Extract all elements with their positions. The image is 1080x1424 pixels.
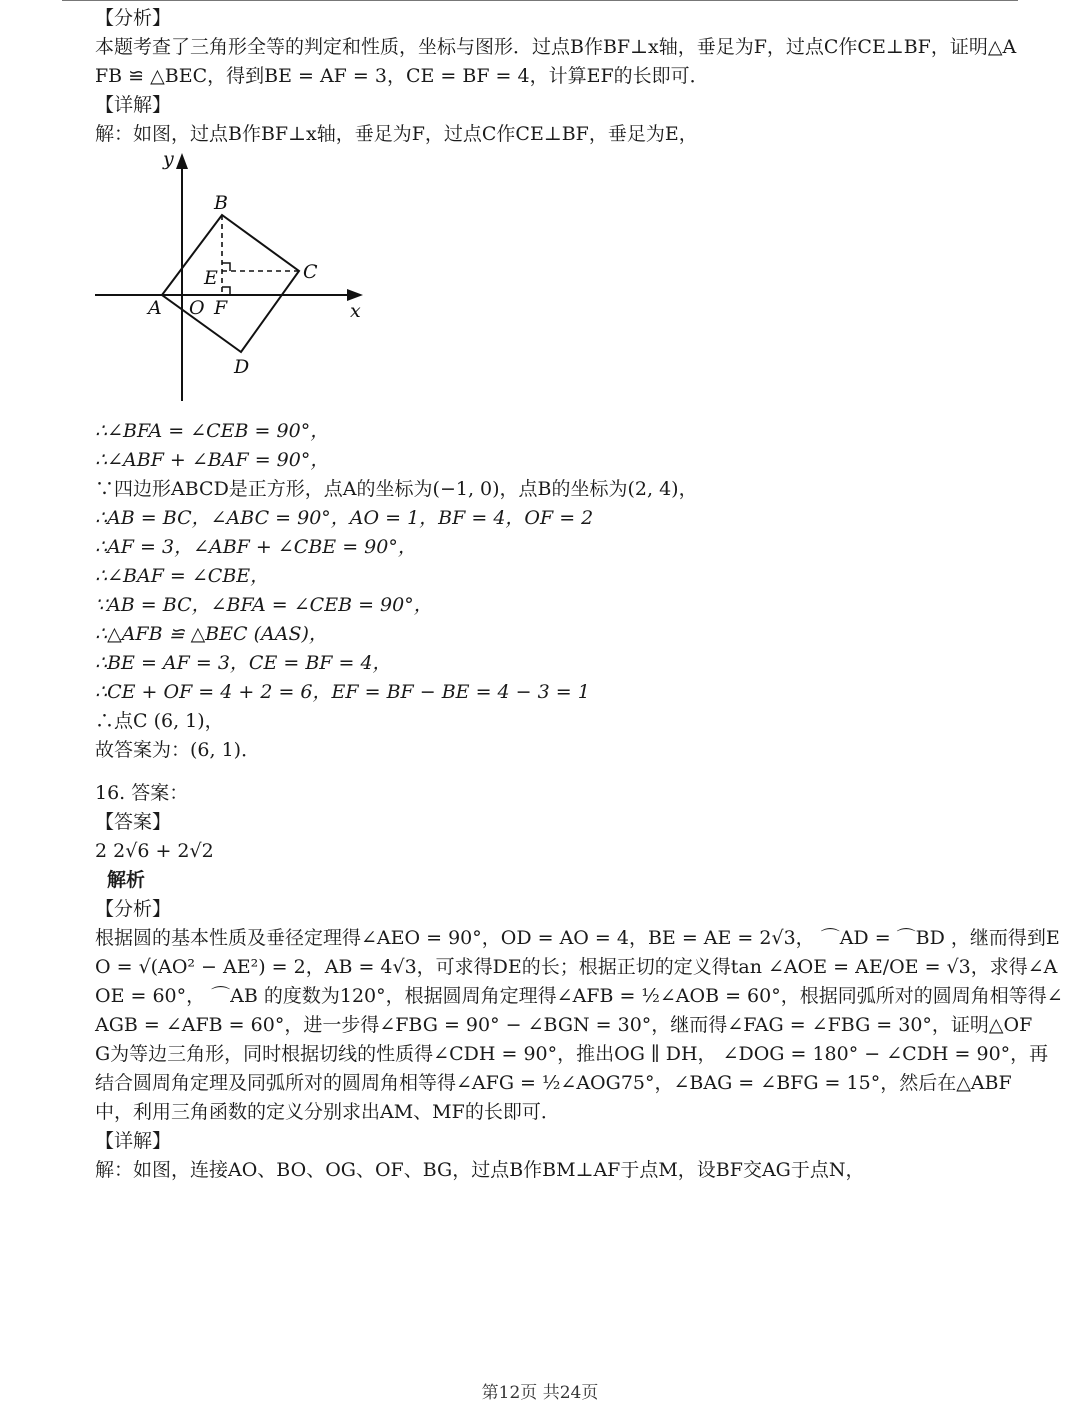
- proof-step-11: ∴点C (6, 1)，: [95, 710, 224, 732]
- proof-step-1: ∴∠BFA = ∠CEB = 90°，: [95, 420, 330, 442]
- answer-heading: 【答案】: [95, 811, 172, 833]
- detail-intro-2: 解：如图，连接AO、BO、OG、OF、BG，过点B作BM⊥AF于点M，设BF交AG于点N，: [95, 1159, 865, 1181]
- label-f: F: [214, 297, 228, 319]
- analysis2-line-4: AGB = ∠AFB = 60°，进一步得∠FBG = 90° − ∠BGN = 30°，继而得∠FAG = ∠FBG = 30°，证明△OF: [95, 1014, 1033, 1036]
- analysis2-line-1: 根据圆的基本性质及垂径定理得∠AEO = 90°，OD = AO = 4，BE = AE = 2√3， ⌒AD = ⌒BD ，继而得到E: [95, 927, 1060, 949]
- label-a: A: [148, 297, 162, 319]
- analysis2-line-6: 结合圆周角定理及同弧所对的圆周角相等得∠AFG = ½∠AOG75°，∠BAG = ∠BFG = 15°，然后在△ABF: [95, 1072, 1012, 1094]
- detail-intro: 解：如图，过点B作BF⊥x轴，垂足为F，过点C作CE⊥BF，垂足为E，: [95, 123, 698, 145]
- final-answer: 故答案为：(6, 1)．: [95, 739, 261, 761]
- label-c: C: [303, 261, 318, 283]
- analysis-block-2: [95, 924, 1063, 1127]
- label-e: E: [204, 267, 218, 289]
- y-axis-arrow: [176, 153, 188, 169]
- analysis2-line-2: O = √(AO² − AE²) = 2，AB = 4√3，可求得DE的长；根据正切的定义得tan ∠AOE = AE/OE = √3，求得∠A: [95, 956, 1058, 978]
- proof-step-8: ∴△AFB ≌ △BEC (AAS)，: [95, 623, 328, 645]
- document-page: [95, 4, 1063, 1185]
- proof-step-3: ∵四边形ABCD是正方形，点A的坐标为(−1, 0)，点B的坐标为(2, 4)，: [95, 478, 698, 500]
- proof-step-9: ∴BE = AF = 3，CE = BF = 4，: [95, 652, 392, 674]
- proof-step-6: ∴∠BAF = ∠CBE，: [95, 565, 270, 587]
- analysis-line-2: FB ≌ △BEC，得到BE = AF = 3，CE = BF = 4，计算EF的长即可．: [95, 65, 709, 87]
- page-footer: 第12页 共24页: [481, 1383, 599, 1403]
- question-16-label: 16. 答案：: [95, 782, 189, 804]
- top-rule: [62, 0, 1018, 1]
- proof-step-2: ∴∠ABF + ∠BAF = 90°，: [95, 449, 330, 471]
- label-d: D: [234, 356, 250, 378]
- analysis2-line-5: G为等边三角形，同时根据切线的性质得∠CDH = 90°，推出OG ∥ DH， ∠DOG = 180° − ∠CDH = 90°，再: [95, 1043, 1049, 1065]
- label-o: O: [189, 297, 205, 319]
- analysis-heading-2: 【分析】: [95, 898, 172, 920]
- analysis2-line-3: OE = 60°， ⌒AB 的度数为120°，根据圆周角定理得∠AFB = ½∠AOB = 60°，根据同弧所对的圆周角相等得∠: [95, 985, 1063, 1007]
- label-x: x: [350, 300, 361, 322]
- right-angle-mark-f: [222, 287, 230, 295]
- label-y: y: [163, 151, 174, 170]
- analysis-heading: 【分析】: [95, 7, 172, 29]
- proof-step-4: ∴AB = BC，∠ABC = 90°，AO = 1，BF = 4，OF = 2: [95, 507, 594, 529]
- analysis2-line-7: 中，利用三角函数的定义分别求出AM、MF的长即可．: [95, 1101, 560, 1123]
- proof-step-10: ∴CE + OF = 4 + 2 = 6，EF = BF − BE = 4 − 3 = 1: [95, 681, 590, 703]
- analysis-line-1: 本题考查了三角形全等的判定和性质，坐标与图形．过点B作BF⊥x轴，垂足为F，过点C作CE⊥BF，证明△A: [95, 36, 1017, 58]
- explain-heading: 解析: [107, 869, 146, 891]
- right-angle-mark-e: [222, 263, 230, 271]
- detail-heading-2: 【详解】: [95, 1130, 172, 1152]
- label-b: B: [214, 192, 228, 214]
- proof-step-5: ∴AF = 3，∠ABF + ∠CBE = 90°，: [95, 536, 417, 558]
- proof-step-7: ∵AB = BC，∠BFA = ∠CEB = 90°，: [95, 594, 433, 616]
- square-coordinate-figure: [95, 151, 385, 413]
- detail-heading: 【详解】: [95, 94, 172, 116]
- answer-value: 2 2√6 + 2√2: [95, 840, 214, 862]
